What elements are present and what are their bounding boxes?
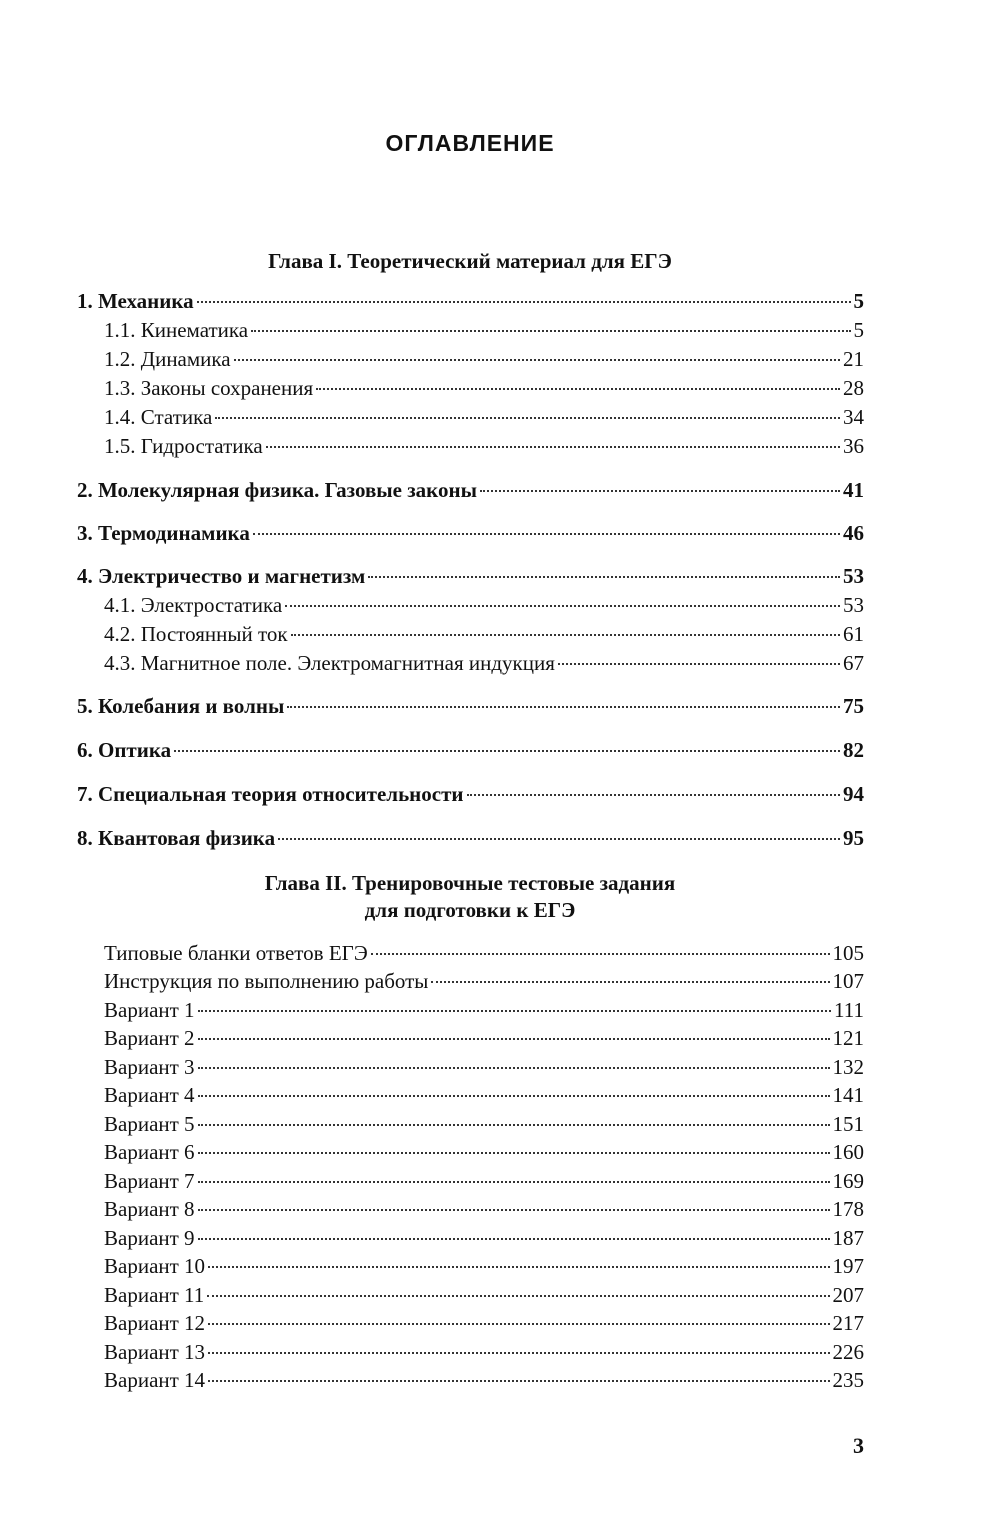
dot-leader: [208, 1323, 829, 1325]
dot-leader: [285, 605, 840, 607]
toc-entry[interactable]: [104, 996, 864, 1024]
dot-leader: [208, 1352, 829, 1354]
chapter-2-heading-line-2: для подготовки к ЕГЭ: [364, 898, 576, 922]
toc-entry-label: Вариант 7: [104, 1169, 195, 1193]
toc-entry-page: 169: [832, 1169, 864, 1193]
toc-entry-page: 111: [834, 998, 864, 1022]
chapter-1-heading: Глава I. Теоретический материал для ЕГЭ: [268, 249, 672, 273]
page-title: ОГЛАВЛЕНИЕ: [385, 130, 555, 156]
toc-entry[interactable]: [77, 519, 864, 547]
toc-entry-label: 1.4. Статика: [104, 405, 213, 429]
toc-entry-page: 160: [832, 1140, 864, 1164]
toc-entry[interactable]: [104, 1281, 864, 1309]
toc-entry-page: 75: [843, 694, 864, 718]
toc-entry[interactable]: [104, 1024, 864, 1052]
toc-entry-label: Вариант 13: [104, 1340, 206, 1364]
toc-entry-label: Вариант 4: [104, 1083, 195, 1107]
toc-entry-label: 4.1. Электростатика: [104, 593, 283, 617]
toc-entry-label: 4.2. Постоянный ток: [104, 622, 288, 646]
dot-leader: [291, 634, 840, 636]
toc-entry[interactable]: [104, 1366, 864, 1394]
dot-leader: [207, 1295, 829, 1297]
toc-entry-page: 197: [832, 1254, 864, 1278]
dot-leader: [198, 1209, 830, 1211]
dot-leader: [198, 1124, 830, 1126]
toc-entry[interactable]: [77, 287, 864, 315]
dot-leader: [253, 533, 840, 535]
toc-entry-page: 141: [832, 1083, 864, 1107]
dot-leader: [208, 1380, 829, 1382]
toc-entry[interactable]: [104, 620, 864, 648]
toc-entry-page: 36: [843, 434, 864, 458]
toc-entry-label: Вариант 6: [104, 1140, 195, 1164]
toc-entry[interactable]: [104, 432, 864, 460]
dot-leader: [198, 1181, 830, 1183]
toc-entry-label: Типовые бланки ответов ЕГЭ: [104, 941, 368, 965]
toc-entry[interactable]: [104, 1053, 864, 1081]
dot-leader: [251, 330, 850, 332]
toc-entry-label: 6. Оптика: [77, 738, 172, 762]
toc-entry[interactable]: [104, 1338, 864, 1366]
toc-entry[interactable]: [77, 692, 864, 720]
toc-entry-label: Вариант 10: [104, 1254, 206, 1278]
toc-entry-label: 8. Квантовая физика: [77, 826, 276, 850]
dot-leader: [174, 750, 840, 752]
toc-entry-label: 1.3. Законы сохранения: [104, 376, 314, 400]
toc-entry-label: 4.3. Магнитное поле. Электромагнитная индукция: [104, 651, 555, 675]
toc-entry[interactable]: [104, 1252, 864, 1280]
dot-leader: [558, 663, 840, 665]
toc-entry[interactable]: [77, 780, 864, 808]
toc-entry-label: 1.2. Динамика: [104, 347, 231, 371]
toc-entry[interactable]: [104, 374, 864, 402]
toc-entry-label: Вариант 3: [104, 1055, 195, 1079]
toc-entry-label: 5. Колебания и волны: [77, 694, 285, 718]
dot-leader: [431, 981, 829, 983]
dot-leader: [316, 388, 840, 390]
toc-entry-label: Вариант 9: [104, 1226, 195, 1250]
toc-entry-page: 107: [832, 969, 864, 993]
toc-entry-page: 151: [832, 1112, 864, 1136]
toc-entry[interactable]: [104, 1081, 864, 1109]
toc-entry-label: Вариант 1: [104, 998, 195, 1022]
toc-entry-label: Вариант 12: [104, 1311, 206, 1335]
page-number: 3: [853, 1433, 864, 1458]
dot-leader: [467, 794, 840, 796]
dot-leader: [234, 359, 840, 361]
dot-leader: [198, 1038, 830, 1040]
toc-entry-page: 34: [843, 405, 864, 429]
toc-entry-label: 1. Механика: [77, 289, 194, 313]
toc-entry-label: 3. Термодинамика: [77, 521, 250, 545]
toc-entry-page: 67: [843, 651, 864, 675]
toc-entry-page: 132: [832, 1055, 864, 1079]
toc-entry[interactable]: [104, 939, 864, 967]
dot-leader: [480, 490, 840, 492]
toc-entry[interactable]: [104, 1224, 864, 1252]
toc-entry-label: 1.5. Гидростатика: [104, 434, 263, 458]
toc-entry-page: 187: [832, 1226, 864, 1250]
dot-leader: [208, 1266, 829, 1268]
toc-entry[interactable]: [77, 824, 864, 852]
toc-entry-page: 41: [843, 478, 864, 502]
dot-leader: [278, 838, 840, 840]
toc-entry-page: 5: [853, 318, 864, 342]
dot-leader: [266, 446, 840, 448]
dot-leader: [197, 301, 851, 303]
toc-entry-page: 94: [843, 782, 864, 806]
toc-entry-page: 217: [832, 1311, 864, 1335]
toc-entry[interactable]: [77, 476, 864, 504]
dot-leader: [371, 953, 830, 955]
toc-entry[interactable]: [104, 1110, 864, 1138]
toc-entry-label: Вариант 11: [104, 1283, 205, 1307]
toc-entry[interactable]: [77, 562, 864, 590]
toc-entry-label: Вариант 5: [104, 1112, 195, 1136]
toc-entry[interactable]: [104, 591, 864, 619]
toc-entry-page: 235: [832, 1368, 864, 1392]
dot-leader: [198, 1152, 830, 1154]
toc-entry-label: 7. Специальная теория относительности: [77, 782, 464, 806]
dot-leader: [198, 1095, 830, 1097]
toc-entry-page: 105: [832, 941, 864, 965]
toc-entry[interactable]: [104, 1138, 864, 1166]
toc-entry-page: 61: [843, 622, 864, 646]
toc-entry-page: 95: [843, 826, 864, 850]
chapter-2-heading-line-1: Глава II. Тренировочные тестовые задания: [264, 871, 676, 895]
dot-leader: [215, 417, 840, 419]
toc-entry-label: Вариант 8: [104, 1197, 195, 1221]
toc-entry-label: 4. Электричество и магнетизм: [77, 564, 366, 588]
toc-entry[interactable]: [104, 316, 864, 344]
dot-leader: [198, 1238, 830, 1240]
toc-entry[interactable]: [104, 1167, 864, 1195]
toc-entry-page: 53: [843, 564, 864, 588]
toc-entry[interactable]: [104, 403, 864, 431]
dot-leader: [287, 706, 840, 708]
toc-entry-page: 28: [843, 376, 864, 400]
toc-entry-page: 53: [843, 593, 864, 617]
toc-entry-page: 21: [843, 347, 864, 371]
toc-entry-label: Инструкция по выполнению работы: [104, 969, 429, 993]
toc-entry[interactable]: [104, 345, 864, 373]
toc-entry[interactable]: [104, 1309, 864, 1337]
dot-leader: [198, 1010, 831, 1012]
toc-entry-page: 178: [832, 1197, 864, 1221]
toc-entry-page: 121: [832, 1026, 864, 1050]
toc-entry[interactable]: [104, 967, 864, 995]
toc-entry-label: Вариант 2: [104, 1026, 195, 1050]
toc-entry[interactable]: [77, 736, 864, 764]
toc-entry-page: 207: [832, 1283, 864, 1307]
toc-entry-label: Вариант 14: [104, 1368, 206, 1392]
toc-entry[interactable]: [104, 1195, 864, 1223]
dot-leader: [368, 576, 840, 578]
toc-entry[interactable]: [104, 649, 864, 677]
toc-entry-page: 46: [843, 521, 864, 545]
toc-entry-page: 5: [853, 289, 864, 313]
toc-entry-label: 1.1. Кинематика: [104, 318, 249, 342]
toc-entry-label: 2. Молекулярная физика. Газовые законы: [77, 478, 478, 502]
toc-entry-page: 226: [832, 1340, 864, 1364]
toc-entry-page: 82: [843, 738, 864, 762]
dot-leader: [198, 1067, 830, 1069]
